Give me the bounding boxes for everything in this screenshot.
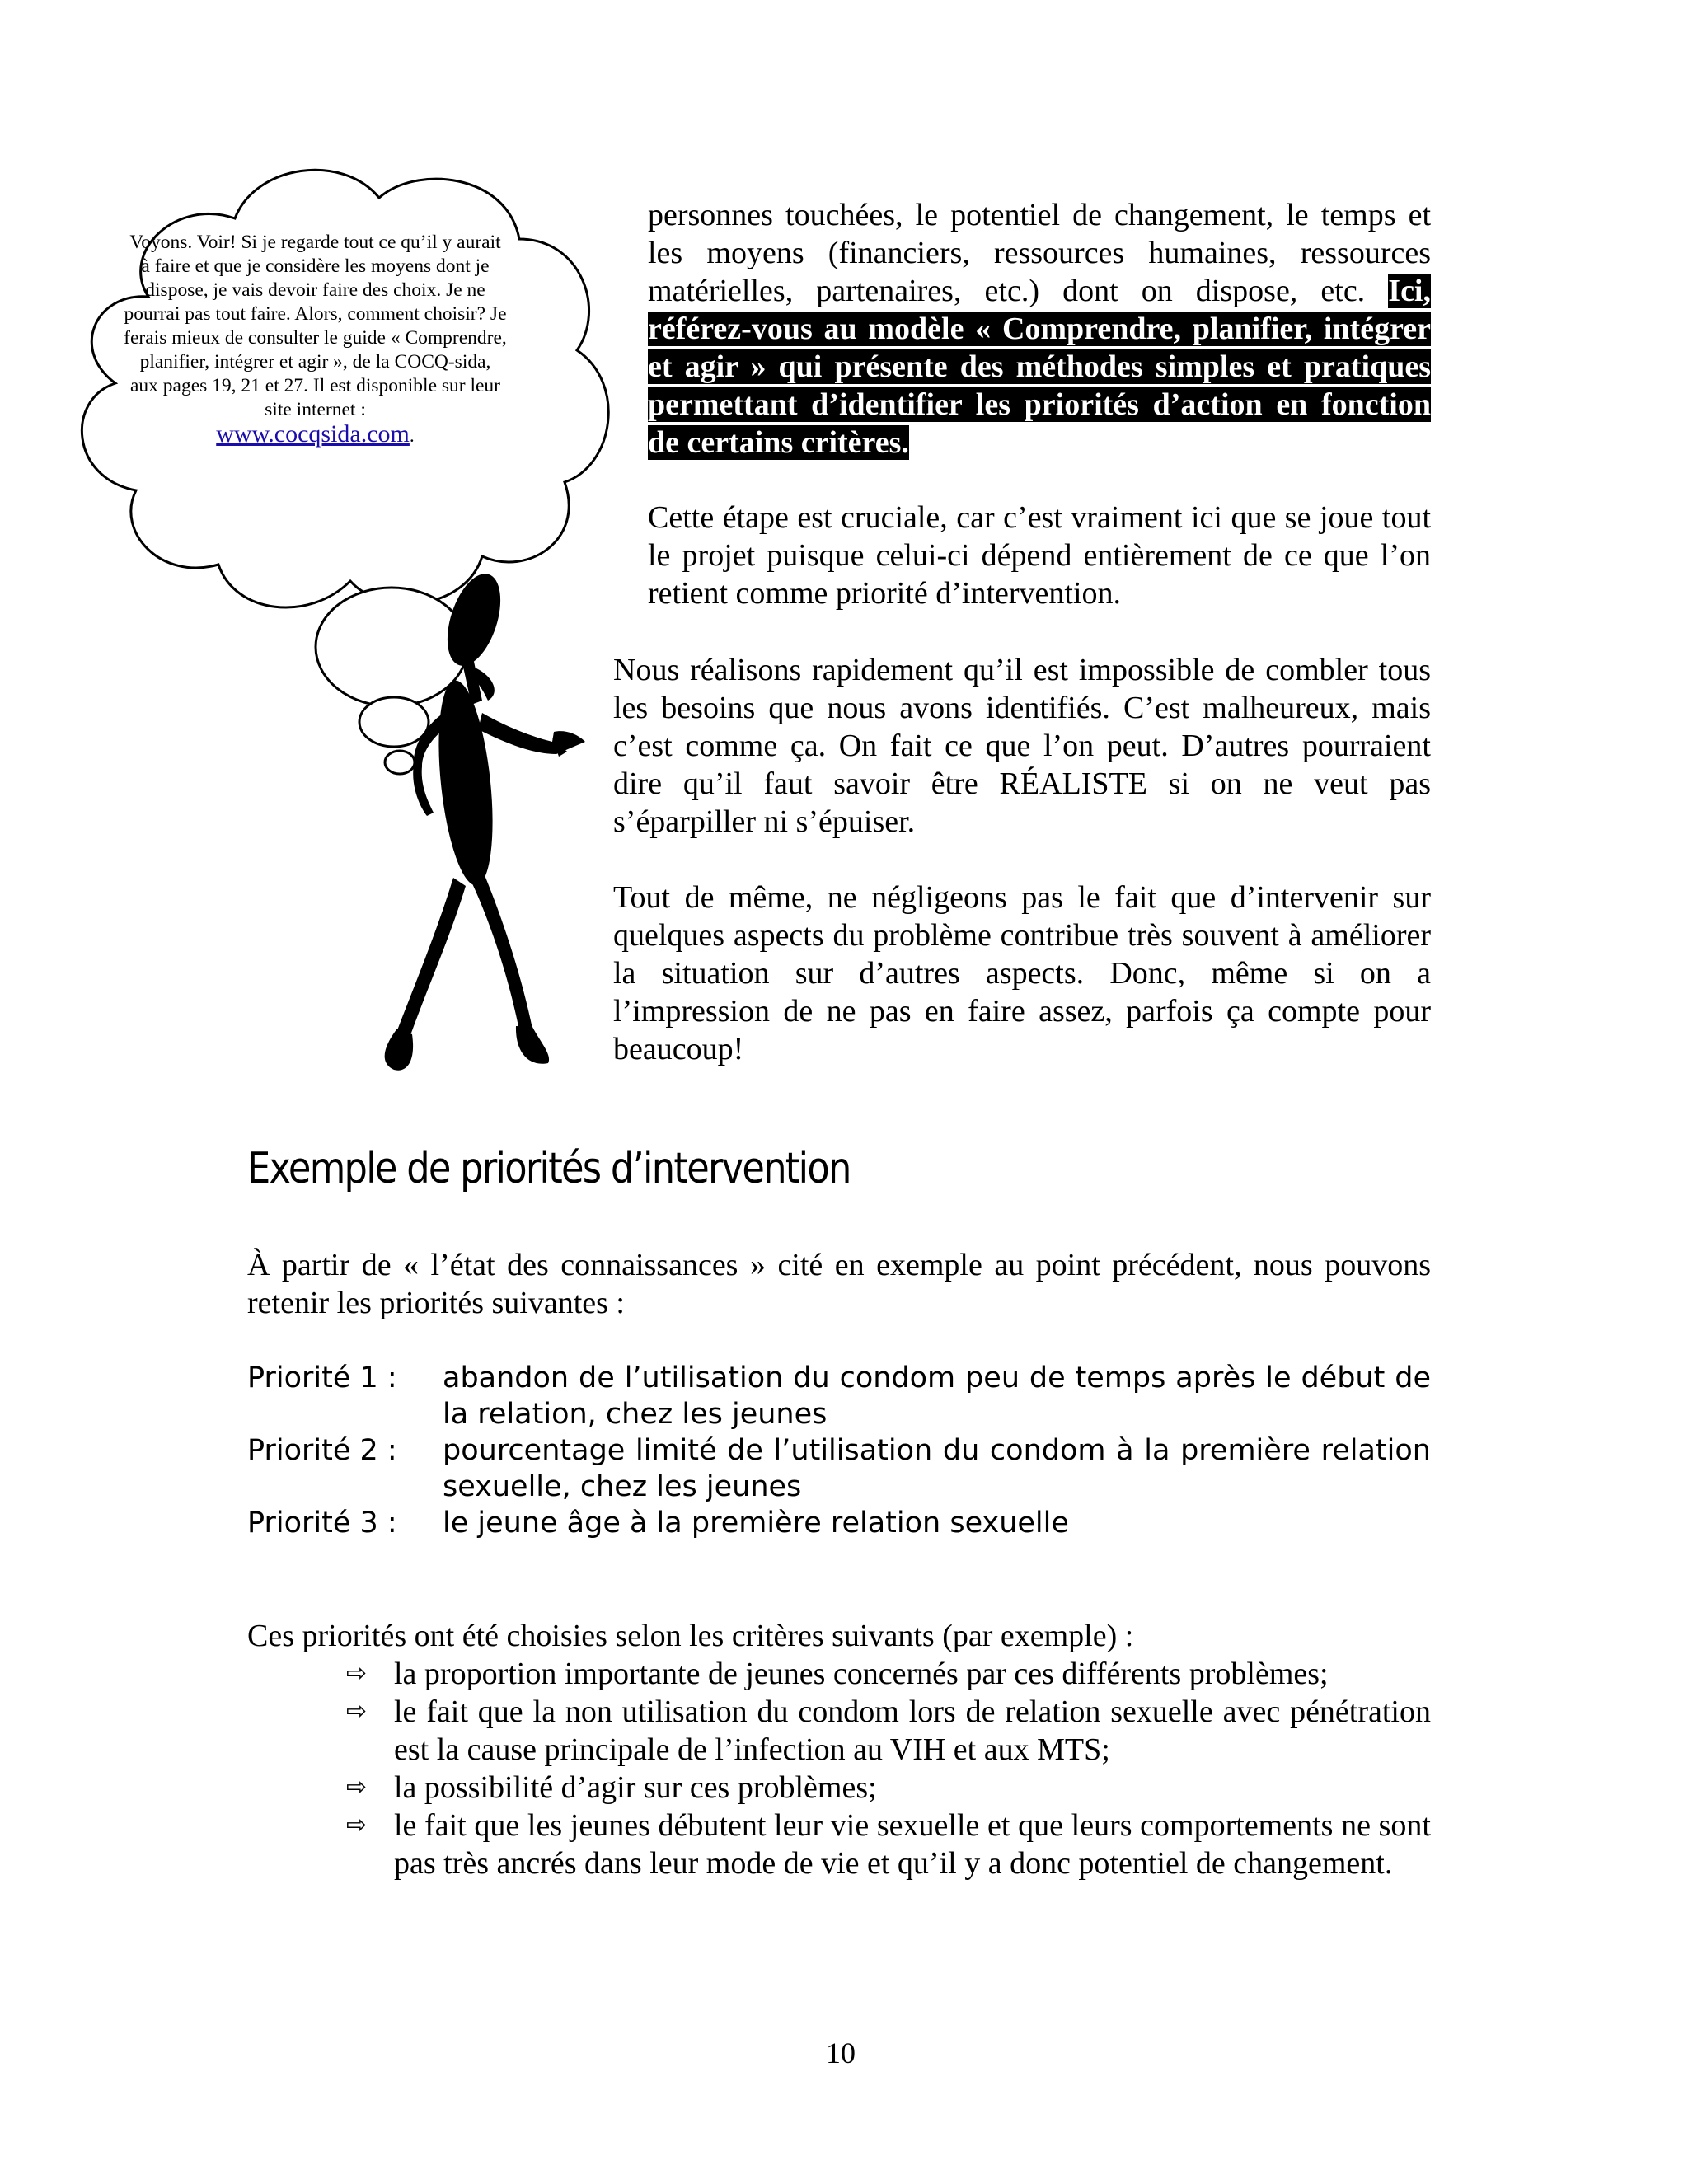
priority-item [247, 1360, 1431, 1432]
criteria-item [346, 1769, 1431, 1807]
section-heading: Exemple de priorités d’intervention [247, 1144, 851, 1193]
priority-label: Priorité 2 : [247, 1434, 397, 1467]
paragraph-realistic: Nous réalisons rapidement qu’il est impossible de combler tous les besoins que nous avons identifiés. C’est malheureux, mais c’est comme ça. On fait ce que l’on peut. D’autres pourraient dire qu’il faut savoir être RÉALISTE si on ne veut pas s’éparpiller ni s’épuiser. [613, 653, 1431, 839]
arrow-bullet-icon: ⇨ [346, 1659, 368, 1688]
cocqsida-link[interactable]: www.cocqsida.com [216, 420, 410, 448]
criteria-intro: Ces priorités ont été choisies selon les critères suivants (par exemple) : [247, 1619, 1134, 1653]
criteria-item [346, 1655, 1431, 1693]
highlighted-reference: Ici, référez-vous au modèle « Comprendre, planifier, intégrer et agir » qui présente des méthodes simples et pratiques permettant d’identifier les priorités d’action en fonction de certains critères. [648, 274, 1431, 460]
link-suffix: . [409, 425, 415, 447]
criteria-item [346, 1693, 1431, 1769]
criteria-text: le fait que les jeunes débutent leur vie sexuelle et que leurs comportements ne sont pas très ancrés dans leur mode de vie et qu’il y a donc potentiel de changement. [394, 1808, 1431, 1881]
criteria-text: la proportion importante de jeunes concernés par ces différents problèmes; [394, 1657, 1329, 1691]
priority-item [247, 1432, 1431, 1505]
priority-item [247, 1505, 1431, 1541]
priority-label: Priorité 1 : [247, 1361, 397, 1394]
priority-text: abandon de l’utilisation du condom peu de temps après le début de la relation, chez les jeunes [443, 1361, 1431, 1431]
paragraph-plain-text: personnes touchées, le potentiel de changement, le temps et les moyens (financiers, ressources humaines, ressources matérielles, partenaires, etc.) dont on dispose, etc. [648, 198, 1431, 308]
criteria-text: le fait que la non utilisation du condom lors de relation sexuelle avec pénétration est la cause principale de l’infection au VIH et aux MTS; [394, 1694, 1431, 1767]
arrow-bullet-icon: ⇨ [346, 1697, 368, 1726]
thought-bubble-text [124, 231, 507, 448]
arrow-bullet-icon: ⇨ [346, 1811, 368, 1840]
stick-figure-illustration [346, 569, 593, 1146]
priority-text: pourcentage limité de l’utilisation du condom à la première relation sexuelle, chez les jeunes [443, 1434, 1431, 1503]
paragraph-other-aspects: Tout de même, ne négligeons pas le fait que d’intervenir sur quelques aspects du problème contribue très souvent à améliorer la situation sur d’autres aspects. Donc, même si on a l’impression de ne pas en faire assez, parfois ça compte pour beaucoup! [613, 880, 1431, 1066]
criteria-item [346, 1807, 1431, 1882]
priority-text: le jeune âge à la première relation sexuelle [443, 1507, 1069, 1540]
section-intro: À partir de « l’état des connaissances » cité en exemple au point précédent, nous pouvons retenir les priorités suivantes : [247, 1248, 1431, 1320]
paragraph-priorities-context [648, 196, 1431, 462]
paragraph-crucial-step: Cette étape est cruciale, car c’est vraiment ici que se joue tout le projet puisque celui-ci dépend entièrement de ce que l’on retient comme priorité d’intervention. [648, 500, 1431, 611]
arrow-bullet-icon: ⇨ [346, 1773, 368, 1802]
priority-label: Priorité 3 : [247, 1507, 397, 1540]
criteria-text: la possibilité d’agir sur ces problèmes; [394, 1770, 877, 1805]
page-number: 10 [826, 2036, 856, 2069]
bubble-message: Voyons. Voir! Si je regarde tout ce qu’il y aurait à faire et que je considère les moyens dont je dispose, je vais devoir faire des choix. Je ne pourrai pas tout faire. Alors, comment choisir? Je ferais mieux de consulter le guide « Comprendre, planifier, intégrer et agir », de la COCQ-sida, aux pages 19, 21 et 27. Il est disponible sur leur site internet : [124, 232, 507, 420]
